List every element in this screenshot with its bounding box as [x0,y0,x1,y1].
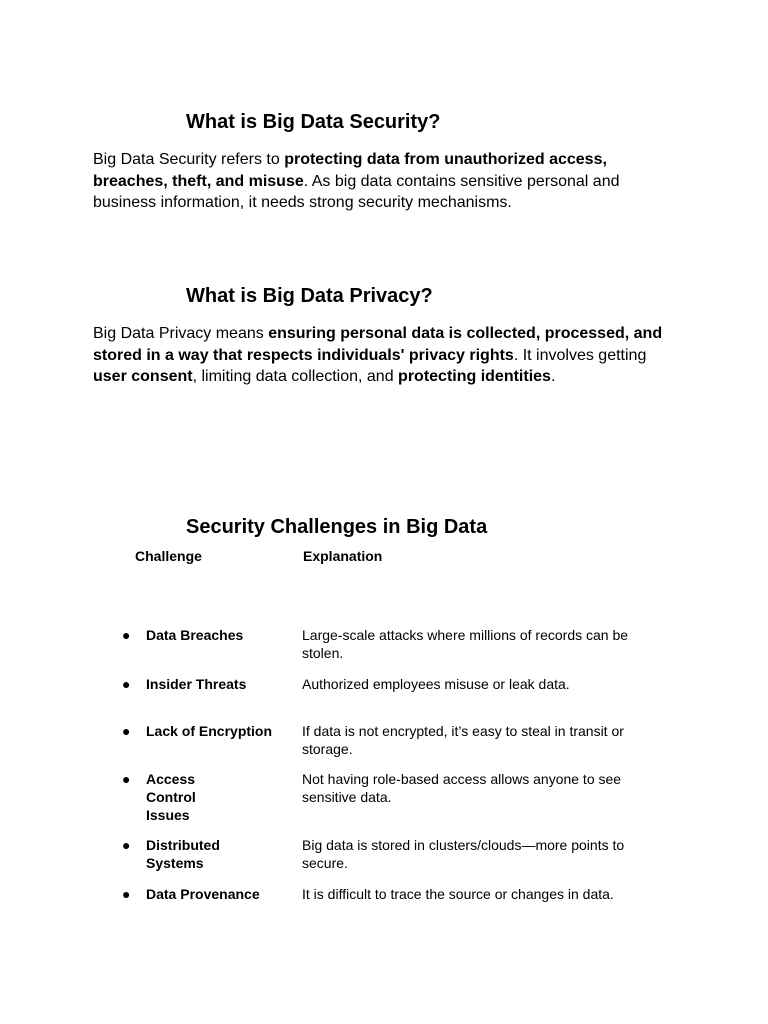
privacy-paragraph-part: . [550,368,556,385]
privacy-paragraph-emphasis: ensuring personal data is collected, processed, and stored in a way that respects individuals' privacy rights [93,325,663,364]
privacy-heading: What is Big Data Privacy? [186,285,433,307]
bullet-icon: ● [122,886,131,902]
challenge-name: Insider Threats [146,676,247,692]
bullet-icon: ● [122,837,131,853]
security-paragraph-part: Big Data Security refers to [93,151,285,168]
security-paragraph [93,149,673,214]
challenge-name: Distributed Systems [146,837,220,871]
privacy-paragraph-part: Big Data Privacy means [93,325,269,342]
challenge-explanation: Big data is stored in clusters/clouds—more points to secure. [302,837,625,871]
challenge-explanation: Large-scale attacks where millions of records can be stolen. [302,627,629,661]
security-paragraph-part: . As big data contains sensitive personal and business information, it needs strong security mechanisms. [93,172,620,211]
privacy-paragraph-emphasis: user consent [93,368,193,385]
bullet-icon: ● [122,723,131,739]
privacy-paragraph-part: . It involves getting [513,346,647,364]
challenge-name: Data Breaches [146,627,244,643]
challenge-name: Data Provenance [146,886,260,902]
challenge-explanation: Not having role-based access allows anyone to see sensitive data. [302,771,622,805]
privacy-paragraph-emphasis: protecting identities [398,368,551,385]
bullet-icon: ● [122,676,131,692]
column-header-explanation: Explanation [303,548,383,564]
privacy-paragraph-part: , limiting data collection, and [192,368,399,385]
challenge-name: Lack of Encryption [146,723,273,739]
challenge-explanation: If data is not encrypted, it’s easy to steal in transit or storage. [302,723,624,757]
column-header-challenge: Challenge [135,548,202,564]
bullet-icon: ● [122,627,131,643]
security-paragraph-emphasis: protecting data from unauthorized access, breaches, theft, and misuse [93,151,607,190]
bullet-icon: ● [122,771,131,787]
challenge-explanation: Authorized employees misuse or leak data. [302,676,570,692]
privacy-paragraph [93,323,673,388]
security-heading: What is Big Data Security? [186,111,441,133]
challenges-heading: Security Challenges in Big Data [186,516,488,538]
challenge-explanation: It is difficult to trace the source or changes in data. [302,886,614,902]
challenge-name: Access Control Issues [146,771,196,823]
